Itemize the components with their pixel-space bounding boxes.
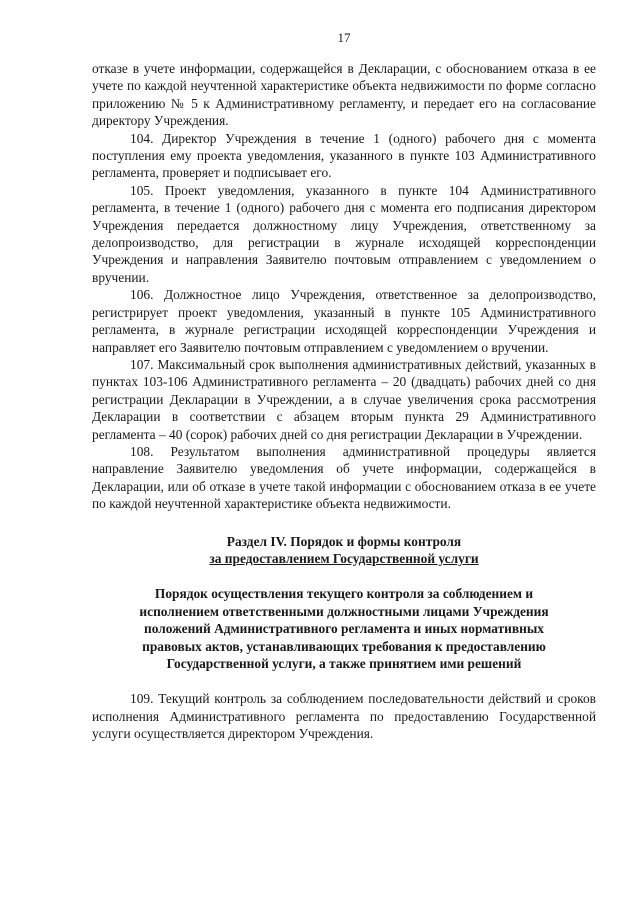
paragraph-104: 104. Директор Учреждения в течение 1 (одного) рабочего дня с момента поступления ему проекта уведомления, указанного в пункте 103 Административного регламента, проверяет и подписывает его.	[92, 130, 596, 181]
section-heading-line2: за предоставлением Государственной услуги	[209, 550, 479, 566]
subsection-heading-line1: Порядок осуществления текущего контроля за соблюдением и	[154, 586, 534, 602]
subsection-heading-line4: правовых актов, устанавливающих требования к предоставлению	[142, 638, 546, 654]
section-heading	[92, 533, 596, 568]
subsection-heading	[92, 585, 596, 672]
paragraph-105: 105. Проект уведомления, указанного в пункте 104 Административного регламента, в течение 1 (одного) рабочего дня с момента его подписания директором Учреждения передается должностному лицу Учреждения, ответственному за делопроизводство, для регистрации в журнале исходящей корреспонденции Учреждения и направления Заявителю почтовым отправлением с уведомлением о вручении.	[92, 182, 596, 285]
section-heading-line1: Раздел IV. Порядок и формы контроля	[226, 533, 462, 549]
paragraph-107: 107. Максимальный срок выполнения административных действий, указанных в пунктах 103-106 Административного регламента – 20 (двадцать) рабочих дней со дня регистрации Декларации в Учреждении, а в случае увеличения срока рассмотрения Декларации в соответствии с абзацем вторым пункта 29 Административного регламента – 40 (сорок) рабочих дней со дня регистрации Декларации в Учреждении.	[92, 356, 596, 442]
subsection-heading-line2: исполнением ответственными должностными лицами Учреждения	[139, 603, 549, 619]
document-page	[92, 30, 596, 743]
paragraph-106: 106. Должностное лицо Учреждения, ответственное за делопроизводство, регистрирует проект уведомления, указанный в пункте 105 Административного регламента, в журнале регистрации исходящей корреспонденции Учреждения и направляет его Заявителю почтовым отправлением с уведомлением о вручении.	[92, 287, 596, 355]
paragraph-continued: отказе в учете информации, содержащейся в Декларации, с обоснованием отказа в ее учете по каждой неучтенной характеристике объекта недвижимости по форме согласно приложению № 5 к Административному регламенту, и передает его на согласование директору Учреждения.	[92, 61, 596, 129]
paragraph-108: 108. Результатом выполнения административной процедуры является направление Заявителю уведомления об учете информации, содержащейся в Декларации, или об отказе в учете такой информации с обоснованием отказа в ее учете по каждой неучтенной характеристике объекта недвижимости.	[92, 443, 596, 512]
subsection-heading-line3: положений Административного регламента и иных нормативных	[144, 621, 544, 637]
page-number: 17	[337, 30, 351, 45]
paragraph-109: 109. Текущий контроль за соблюдением последовательности действий и сроков исполнения Административного регламента по предоставлению Государственной услуги осуществляется директором Учреждения.	[92, 691, 596, 742]
subsection-heading-line5: Государственной услуги, а также принятием ими решений	[166, 656, 522, 671]
